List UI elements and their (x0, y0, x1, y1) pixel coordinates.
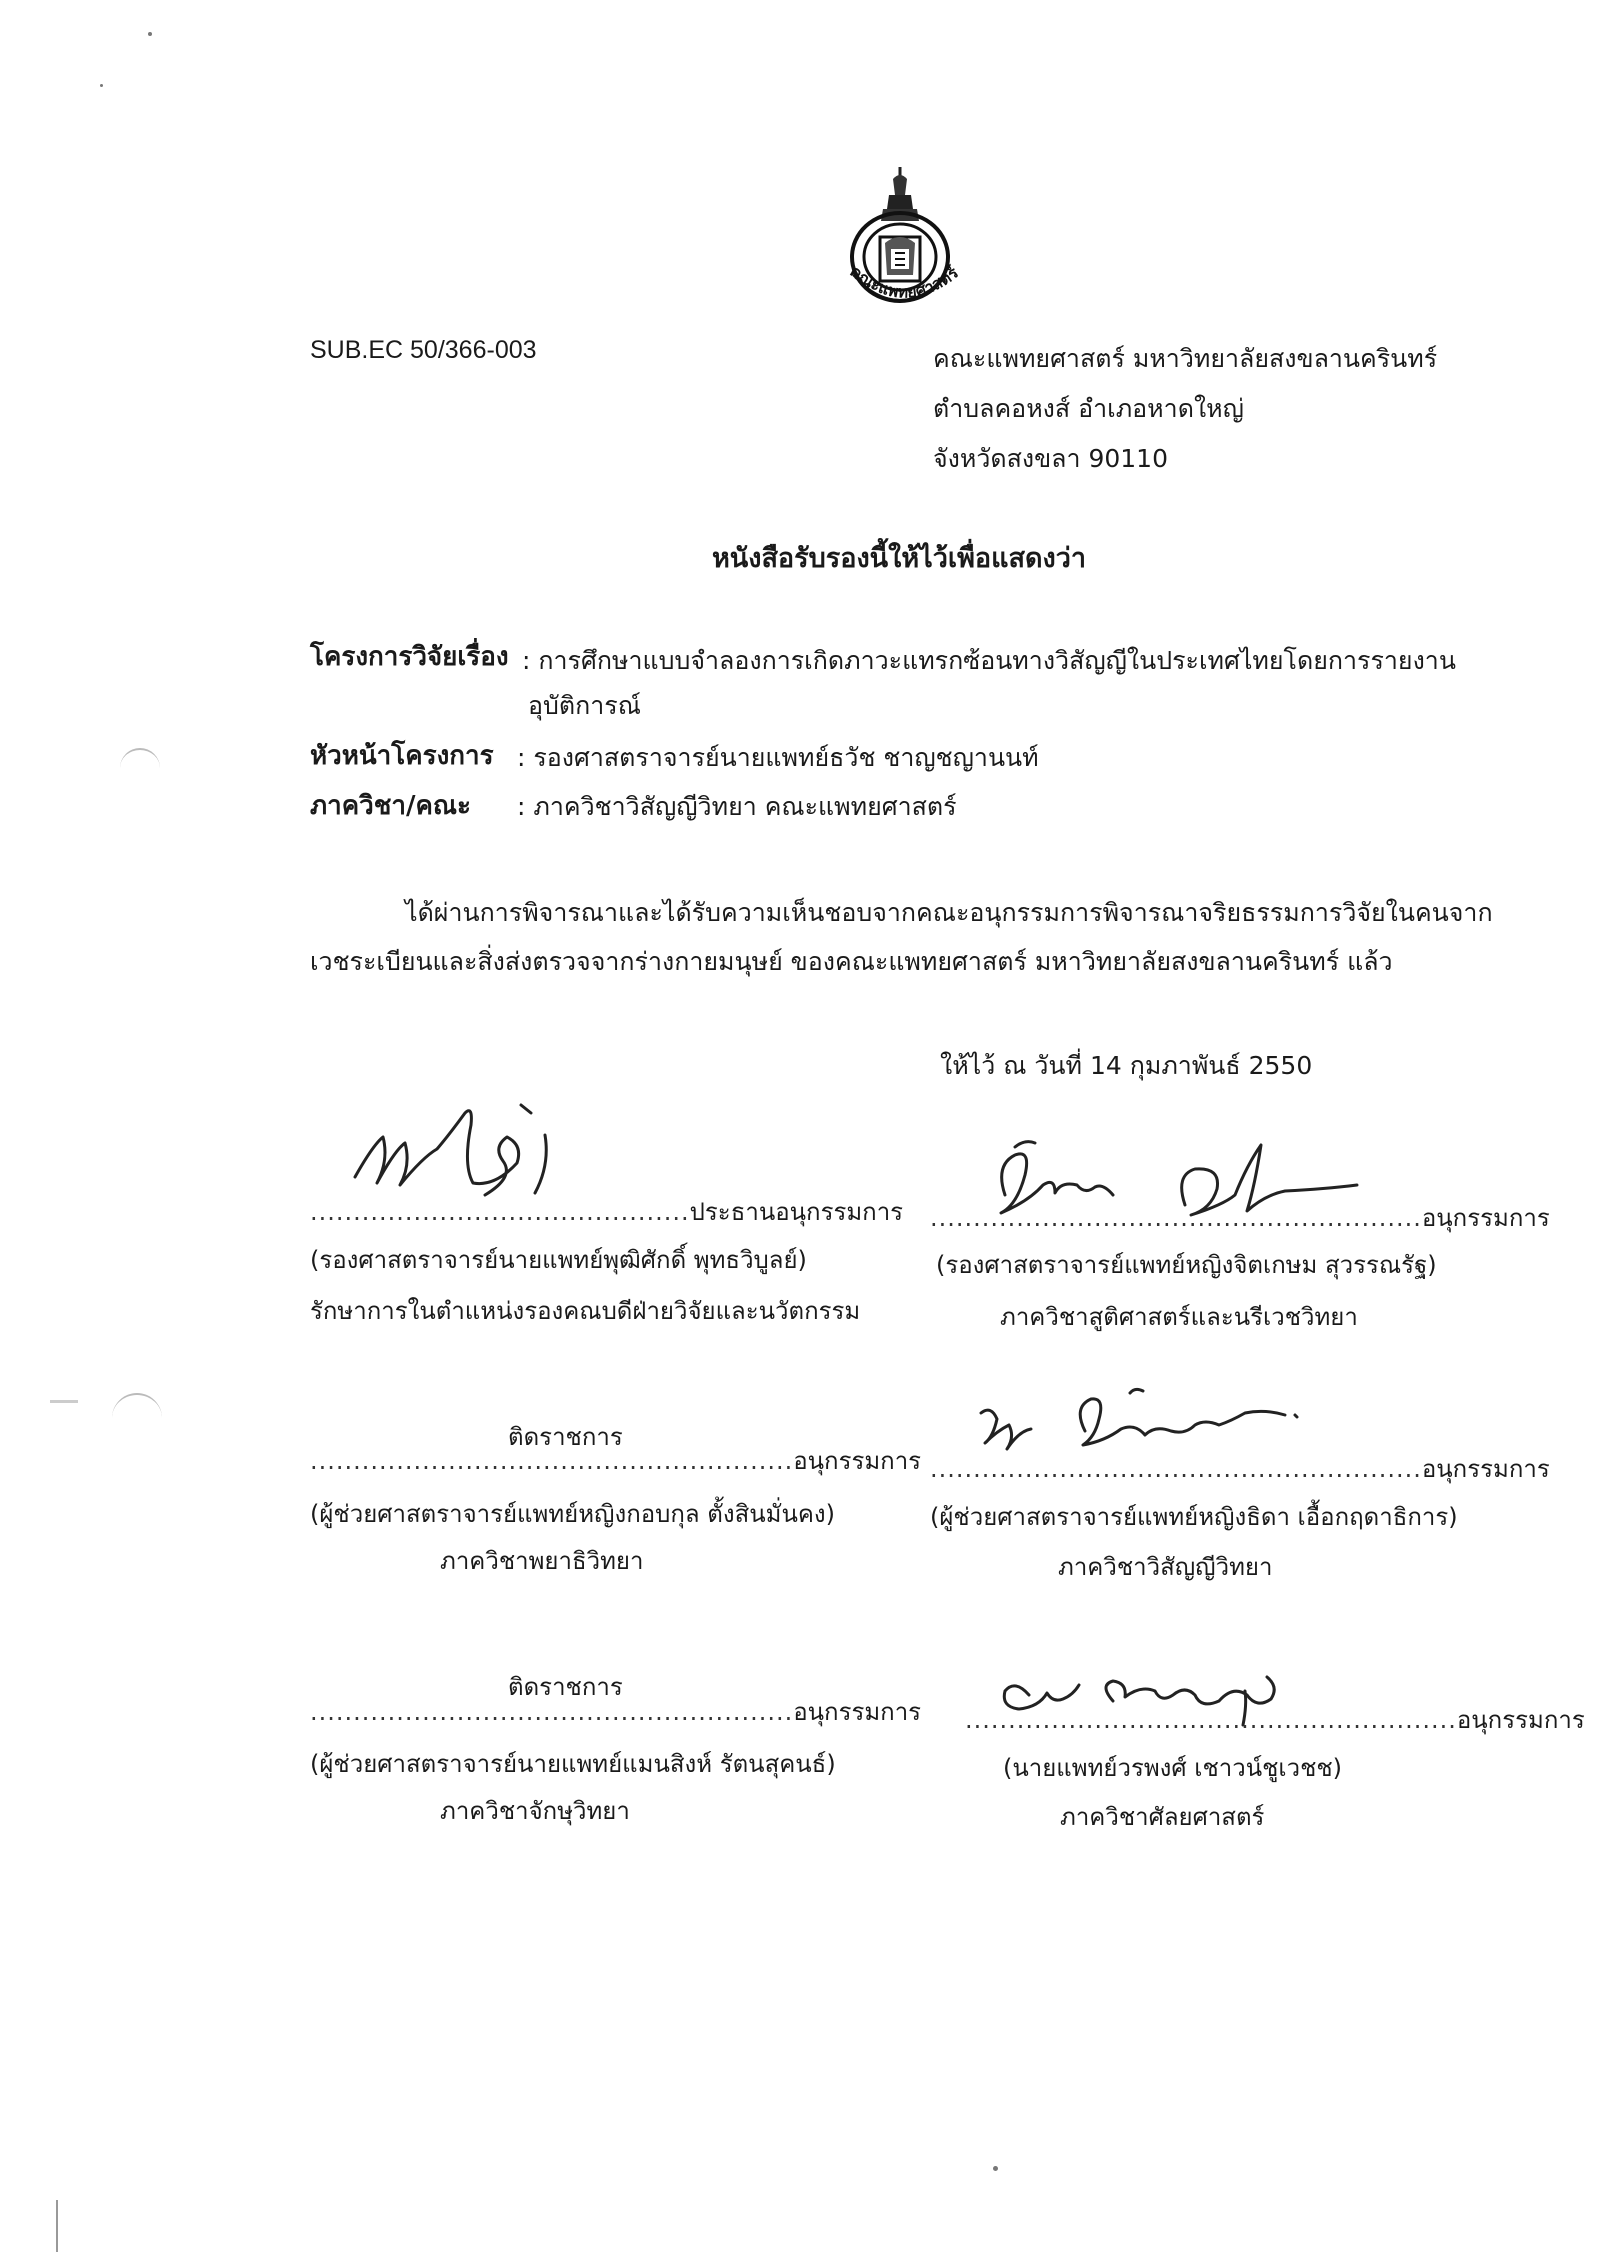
project-head-value: : รองศาสตราจารย์นายแพทย์ธวัช ชาญชญานนท์ (517, 743, 1039, 772)
signatory-6-name: (นายแพทย์วรพงศ์ เชาวน์ชูเวชช) (1003, 1754, 1343, 1782)
seal-arc-text (830, 255, 980, 325)
reference-number: SUB.EC 50/366-003 (310, 336, 537, 364)
signatory-role: อนุกรรมการ (1421, 1455, 1550, 1483)
signatory-2-position: ภาควิชาสูติศาสตร์และนรีเวชวิทยา (1000, 1303, 1358, 1331)
signatory-6-position: ภาควิชาศัลยศาสตร์ (1060, 1803, 1265, 1831)
scan-edge (56, 2200, 58, 2252)
address-block (933, 334, 1437, 484)
signatory-role: อนุกรรมการ (1421, 1204, 1550, 1232)
signatory-2-name: (รองศาสตราจารย์แพทย์หญิงจิตเกษม สุวรรณรัฐ) (936, 1251, 1437, 1279)
signatory-5-line (310, 1692, 921, 1731)
signature-dots: ......................................................... (930, 1204, 1422, 1232)
scan-speck (148, 32, 152, 36)
department-label: ภาควิชา/คณะ (310, 791, 471, 821)
scan-speck (993, 2166, 998, 2171)
signature-dots: ......................................................... (965, 1706, 1457, 1734)
department-value: : ภาควิชาวิสัญญีวิทยา คณะแพทยศาสตร์ (517, 792, 957, 821)
address-line-1: คณะแพทยศาสตร์ มหาวิทยาลัยสงขลานครินทร์ (933, 344, 1438, 373)
project-title-label: โครงการวิจัยเรื่อง (310, 642, 509, 672)
signatory-3-line (310, 1441, 921, 1480)
scan-speck (100, 84, 103, 87)
address-line-3: จังหวัดสงขลา 90110 (933, 444, 1168, 473)
signature-dots: ........................................................ (310, 1447, 794, 1475)
signatory-3-status: ติดราชการ (508, 1423, 623, 1451)
scan-mark (120, 748, 160, 770)
address-line-2: ตำบลคอหงส์ อำเภอหาดใหญ่ (933, 394, 1244, 423)
signatory-4-position: ภาควิชาวิสัญญีวิทยา (1058, 1553, 1273, 1581)
signatory-5-name: (ผู้ช่วยศาสตราจารย์นายแพทย์แมนสิงห์ รัตนสุคนธ์) (310, 1750, 836, 1778)
signatory-5-position: ภาควิชาจักษุวิทยา (440, 1797, 630, 1825)
issue-date: ให้ไว้ ณ วันที่ 14 กุมภาพันธ์ 2550 (940, 1051, 1313, 1080)
certificate-heading: หนังสือรับรองนี้ให้ไว้เพื่อแสดงว่า (712, 543, 1087, 574)
signatory-role: อนุกรรมการ (1456, 1706, 1585, 1734)
signatory-2-line (930, 1198, 1550, 1237)
scan-mark (50, 1400, 78, 1403)
signatory-4-line (930, 1449, 1550, 1488)
signatory-5-status: ติดราชการ (508, 1673, 623, 1701)
signature-dots: ............................................ (310, 1198, 690, 1226)
approval-text-line-1: ได้ผ่านการพิจารณาและได้รับความเห็นชอบจากคณะอนุกรรมการพิจารณาจริยธรรมการวิจัยในคนจาก (405, 898, 1493, 927)
signature-dots: ........................................................ (310, 1698, 794, 1726)
project-head-label: หัวหน้าโครงการ (310, 741, 494, 771)
signatory-1-position: รักษาการในตำแหน่งรองคณบดีฝ่ายวิจัยและนวัตกรรม (310, 1297, 861, 1325)
project-title-value: : การศึกษาแบบจำลองการเกิดภาวะแทรกซ้อนทางวิสัญญีในประเทศไทยโดยการรายงาน (522, 646, 1456, 675)
signatory-role: ประธานอนุกรรมการ (689, 1198, 904, 1226)
project-title-value-cont: อุบัติการณ์ (528, 691, 641, 720)
scan-mark (112, 1393, 162, 1421)
signatory-6-line (965, 1700, 1585, 1739)
signatory-4-name: (ผู้ช่วยศาสตราจารย์แพทย์หญิงธิดา เอื้อกฤดาธิการ) (930, 1503, 1458, 1531)
signatory-3-name: (ผู้ช่วยศาสตราจารย์แพทย์หญิงกอบกุล ตั้งสินมั่นคง) (310, 1500, 835, 1528)
approval-text-line-2: เวชระเบียนและสิ่งส่งตรวจจากร่างกายมนุษย์ ของคณะแพทยศาสตร์ มหาวิทยาลัยสงขลานครินทร์ แล้ว (310, 947, 1393, 976)
signatory-role: อนุกรรมการ (793, 1447, 922, 1475)
signature-dots: ......................................................... (930, 1455, 1422, 1483)
signatory-1-name: (รองศาสตราจารย์นายแพทย์พุฒิศักดิ์ พุทธวิบูลย์) (310, 1246, 807, 1274)
svg-text:คณะแพทยศาสตร์: คณะแพทยศาสตร์ (846, 261, 962, 302)
signatory-3-position: ภาควิชาพยาธิวิทยา (440, 1547, 644, 1575)
signatory-role: อนุกรรมการ (793, 1698, 922, 1726)
signatory-1-line (310, 1192, 903, 1231)
